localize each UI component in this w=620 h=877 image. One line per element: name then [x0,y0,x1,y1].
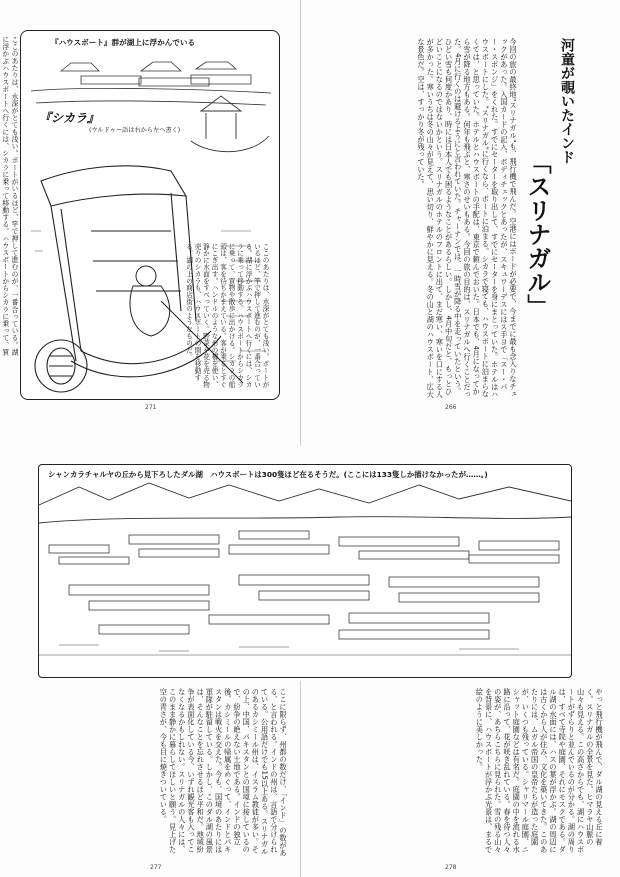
dal-lake-panorama-frame [38,464,572,678]
series-title: 河童が覗いたインド [559,38,575,164]
bottom-right-body-text: やっと飛行機が飛んで、ダル湖の見える丘に着く。スリナガルの全景を見た。ヒマラヤ山脈の山々も見える。この高さからでも、湖にハウスボートがずらりと並んでいるのが分かる。湖の周りは、すべて寺院や庭園、それにモスクである。ダル湖の水面には、ハスの葉が浮かぶ。湖の周辺には古くから人が住み、文化を築いてきた。このあたりには、ムガル帝国の皇帝たちが造った庭園が、いくつも残っている。シャリマール庭園、ニシャット庭園などは有名だ。庭園の中を流れる水路に沿って、花が咲き乱れている。春を待つ人々の姿が、あちらこちらに見られた。雪の残る山々を背景に、ハウスボートが浮かぶ光景は、まるで絵のように美しかった。 [475,688,604,853]
dal-lake-panorama [39,465,571,677]
houseboat-caption: 『ハウスボート』群が湖上に浮かんでいる [51,38,196,47]
shikara-illustration-frame [20,30,280,400]
main-title: 「スリナガル」 [523,150,551,318]
page-number-277: 277 [150,864,162,871]
bottom-spread-fold [300,681,301,877]
top-right-body-text: 今回の旅の最終地"スリナガル"も、飛行機で飛んだ。空港にはボードが必要で、今までに最も念入りなチェックがあった。入国カードの記入、ボディチェックとあったが、スキュワーデスにはス手ヨで「スー・パー・スポンジ」をくれた。すでにセーターを取り出して、すでにセーターを身にまとっていた。ホテルはハウスボートにした。"スリナガル"に行くなら、ボートに泊まる。シカラで寝ても、ハウスボートに泊まらなくては、と思っていた。ホテルとハウスボートの手配は、東京で頼んでおいた。日本でも、4月になってから雪が降る地方もある。何年も飛ぶと、寒さのせいもある。今回の旅の目的は、スリナガルへ行くことだった。4月に行くのは避けるようにと言われていた。チャーナンでは、一時雪が降る中を走っていたという。ひどい雪も何度かあり、時には日本人でも困るようなことがあるらしい。しかし、4月中旬だと、もっとひどいことになるのではないかという。スリナガルのホテルのフロントに出て、まだ寒い、寒いを口にする人が多かった。寒いうちは冬の山々が見えて、思い切り、鮮やかに見える。冬の山と湖のハウスボート、広大な景色だ。空は、すっかり冬が残っていた。 [416,38,518,398]
top-spread-fold [300,0,301,446]
page-number-278: 278 [445,864,457,871]
top-left-column-text: ここのあたりは、水深がとても浅い。ボートがいるほど、竿で押して進むのが、一番合っている。湖に浮かぶハウスボートへ行くには、シカラに乗って移動する。ハウスボートからシカラに乗って、買 [0,36,18,356]
bottom-spread [0,446,620,877]
page-number-266: 266 [445,404,457,411]
shikara-title: 『シカラ』 [39,111,100,125]
bottom-left-body-text: ここに限らず、州都の数だけ、「インド」の数がある、と言われる。インドの州は、言語で分けられている。公用語だけでも15以上ある。スリナガルのあるカシミール州は、イスラム教徒が多い。その上、中国、パキスタンとの国境に接しているので、紛争の絶えない土地である。インドの独立後、カシミールの帰属をめぐって、インドとパキスタンは戦火を交えた。今も、国境のあたりには軍隊が駐留している。しかし、このダル湖の風景は、そんなことを忘れさせるほど平和だ。地域紛争が表面化している今、いずれ観光客も入ってこなくなるかもしれない。スリナガルの人々には、このまま静かに暮らしてほしいと願う。見上げた空の青さが、今も目に焼きついている。 [159,688,288,857]
shikara-note: (ウルドゥー語は右から左へ書く) [89,127,181,134]
panorama-caption: シャンカラチャルヤの丘から見下ろしたダル湖 ハウスボートは300隻ほど在るそうだ。(ここには133隻しか描けなかったが……。) [48,470,488,479]
page-number-271: 271 [145,404,157,411]
shikara-illustration-text: ここのあたりは、水深がとても浅い。ボートがいるほど、竿で押して進むのが、一番合っている。湖に浮かぶハウスボートへ行くには、シカラに乗って移動する。ハウスボートからシカラに乗って、買物や散歩に出かける。シカラの船頭は、客を待ちかまえている。客が乗るとすぐにこぎ出す。ハンドルのような形の櫂を使い、静かに水面をすべっていく。野菜や花を売る物売りのシカラも、ハウスボートの間を移動する。湖の上の商店街のようなものだ。 [184,243,269,388]
